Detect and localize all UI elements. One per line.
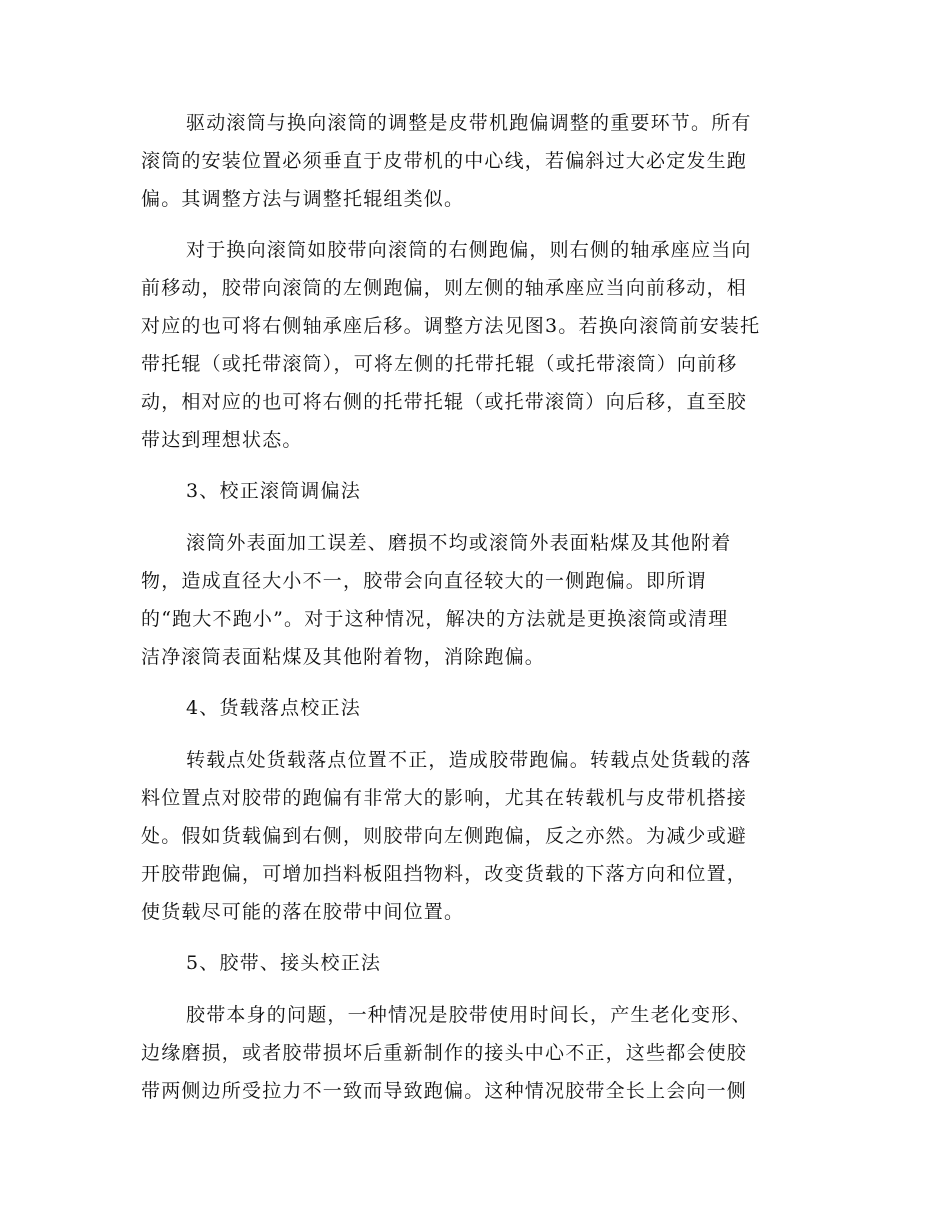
paragraph-line: 对于换向滚筒如胶带向滚筒的右侧跑偏，则右侧的轴承座应当向 — [186, 239, 752, 261]
paragraph-line: 滚筒外表面加工误差、磨损不均或滚筒外表面粘煤及其他附着 — [186, 532, 732, 554]
paragraph-line: 的“跑大不跑小”。对于这种情况，解决的方法就是更换滚筒或清理 — [141, 608, 729, 630]
paragraph-line: 对应的也可将右侧轴承座后移。调整方法见图3。若换向滚筒前安装托 — [141, 315, 761, 337]
paragraph-line: 开胶带跑偏，可增加挡料板阻挡物料，改变货载的下落方向和位置， — [141, 863, 748, 885]
paragraph-line: 带达到理想状态。 — [141, 429, 303, 451]
paragraph-line: 动，相对应的也可将右侧的托带托辊（或托带滚筒）向后移，直至胶 — [141, 391, 748, 413]
paragraph-line: 处。假如货载偏到右侧，则胶带向左侧跑偏，反之亦然。为减少或避 — [141, 825, 748, 847]
paragraph-line: 前移动，胶带向滚筒的左侧跑偏，则左侧的轴承座应当向前移动，相 — [141, 277, 748, 299]
paragraph-line: 带两侧边所受拉力不一致而导致跑偏。这种情况胶带全长上会向一侧 — [141, 1080, 748, 1102]
section-heading-text: 5、胶带、接头校正法 — [186, 952, 382, 974]
paragraph-line: 胶带本身的问题，一种情况是胶带使用时间长，产生老化变形、 — [186, 1004, 752, 1026]
paragraph-line: 滚筒的安装位置必须垂直于皮带机的中心线，若偏斜过大必定发生跑 — [141, 150, 748, 172]
paragraph-line: 带托辊（或托带滚筒），可将左侧的托带托辊（或托带滚筒）向前移 — [141, 353, 738, 375]
paragraph-line: 驱动滚筒与换向滚筒的调整是皮带机跑偏调整的重要环节。所有 — [186, 112, 752, 134]
section-heading-text: 3、校正滚筒调偏法 — [186, 480, 361, 502]
section-heading-text: 4、货载落点校正法 — [186, 697, 361, 719]
paragraph-line: 转载点处货载落点位置不正，造成胶带跑偏。转载点处货载的落 — [186, 749, 752, 771]
paragraph-line: 使货载尽可能的落在胶带中间位置。 — [141, 901, 465, 923]
paragraph-line: 洁净滚筒表面粘煤及其他附着物，消除跑偏。 — [141, 646, 546, 668]
paragraph-line: 边缘磨损，或者胶带损坏后重新制作的接头中心不正，这些都会使胶 — [141, 1042, 748, 1064]
paragraph-line: 物，造成直径大小不一，胶带会向直径较大的一侧跑偏。即所谓 — [141, 570, 707, 592]
paragraph-line: 料位置点对胶带的跑偏有非常大的影响，尤其在转载机与皮带机搭接 — [141, 787, 748, 809]
paragraph-line: 偏。其调整方法与调整托辊组类似。 — [141, 188, 465, 210]
